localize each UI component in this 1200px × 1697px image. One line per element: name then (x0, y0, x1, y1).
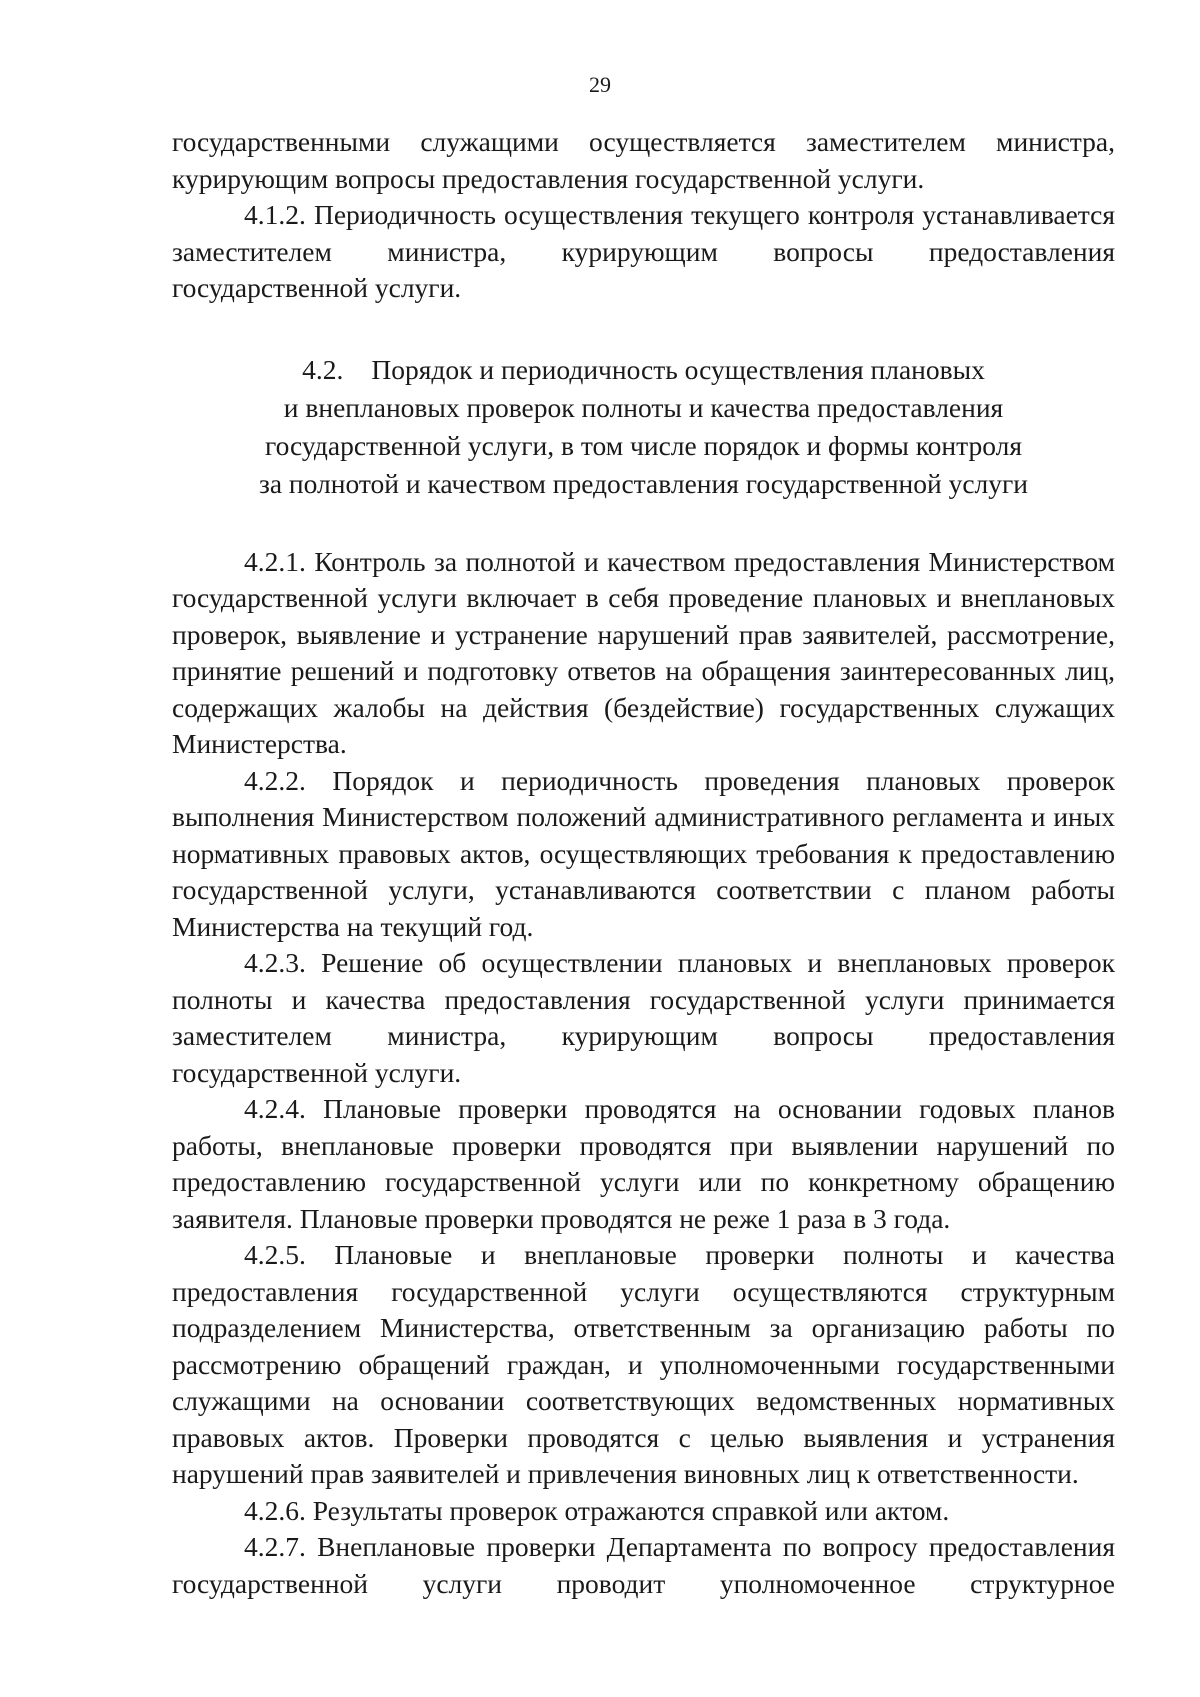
heading-line-4: за полнотой и качеством предоставления государственной услуги (258, 467, 1029, 499)
paragraph-4-2-3: 4.2.3. Решение об осуществлении плановых и внеплановых проверок полноты и качества предоставления государственной услуги принимается заместителем министра, курирующим вопросы предоставления государственной услуги. (172, 947, 1115, 1088)
heading-line-2: и внеплановых проверок полноты и качества предоставления (283, 391, 1004, 423)
document-body (172, 124, 1115, 1602)
heading-number: 4.2. (302, 353, 344, 385)
heading-line-1 (172, 351, 1115, 389)
heading-line-1-text: Порядок и периодичность осуществления плановых (371, 353, 985, 385)
page-number: 29 (589, 72, 611, 97)
paragraph-4-2-1: 4.2.1. Контроль за полнотой и качеством предоставления Министерством государственной услуги включает в себя проведение плановых и внеплановых проверок, выявление и устранение нарушений прав заявителей, рассмотрение, принятие решений и подготовку ответов на обращения заинтересованных лиц, содержащих жалобы на действия (бездействие) государственных служащих Министерства. (172, 545, 1115, 759)
heading-line-3: государственной услуги, в том числе порядок и формы контроля (264, 429, 1022, 461)
section-heading-4-2 (172, 351, 1115, 503)
paragraph-4-2-4: 4.2.4. Плановые проверки проводятся на основании годовых планов работы, внеплановые проверки проводятся при выявлении нарушений по предоставлению государственной услуги или по конкретному обращению заявителя. Плановые проверки проводятся не реже 1 раза в 3 года. (172, 1093, 1115, 1234)
paragraph-4-2-7: 4.2.7. Внеплановые проверки Департамента по вопросу предоставления государственной услуги проводит уполномоченное структурное (172, 1531, 1115, 1599)
paragraph-4-2-5: 4.2.5. Плановые и внеплановые проверки полноты и качества предоставления государственной услуги осуществляются структурным подразделением Министерства, ответственным за организацию работы по рассмотрению обращений граждан, и уполномоченными государственными служащими на основании соответствующих ведомственных нормативных правовых актов. Проверки проводятся с целью выявления и устранения нарушений прав заявителей и привлечения виновных лиц к ответственности. (172, 1239, 1115, 1489)
paragraph-4-2-2: 4.2.2. Порядок и периодичность проведения плановых проверок выполнения Министерством положений административного регламента и иных нормативных правовых актов, осуществляющих требования к предоставлению государственной услуги, устанавливаются соответствии с планом работы Министерства на текущий год. (172, 764, 1115, 942)
paragraph-4-2-6: 4.2.6. Результаты проверок отражаются справкой или актом. (244, 1494, 950, 1526)
paragraph-continuation: государственными служащими осуществляется заместителем министра, курирующим вопросы предоставления государственной услуги. (172, 126, 1115, 194)
paragraph-4-1-2: 4.1.2. Периодичность осуществления текущего контроля устанавливается заместителем министра, курирующим вопросы предоставления государственной услуги. (172, 199, 1115, 303)
